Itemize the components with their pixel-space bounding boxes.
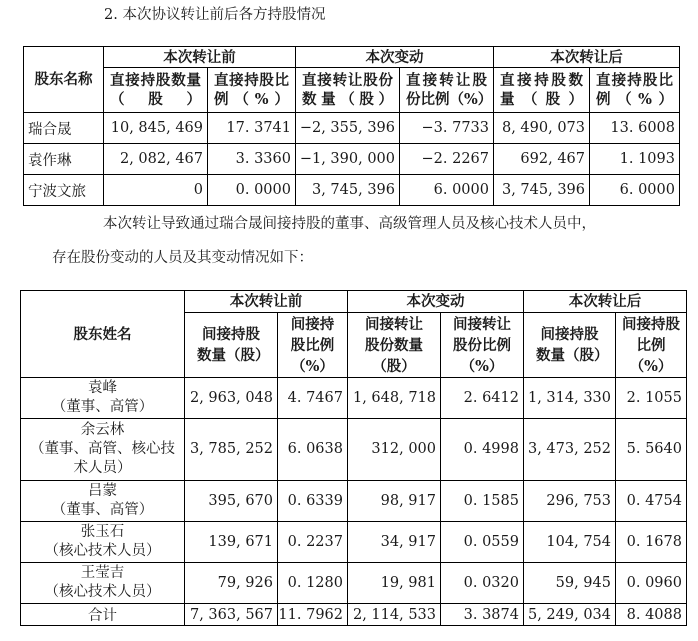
before-pct-header: 直接持股比例（%） <box>208 68 296 113</box>
change-qty: 3, 745, 396 <box>296 175 400 206</box>
table-row <box>24 144 680 175</box>
explanation-paragraph-line2: 存在股份变动的人员及其变动情况如下： <box>52 250 313 266</box>
change-qty: −1, 390, 000 <box>296 144 400 175</box>
person-name: 吕蒙 <box>88 483 117 499</box>
change-pct: 6. 0000 <box>400 175 494 206</box>
total-before-pct: 11. 7962 <box>278 604 348 626</box>
before-pct: 17. 3741 <box>208 113 296 144</box>
change-pct: −2. 2267 <box>400 144 494 175</box>
before-pct-header: 间接持股比例（%） <box>278 313 348 378</box>
table-row <box>21 481 687 522</box>
change-qty-header: 间接转让股份数量（股） <box>348 313 441 378</box>
after-pct: 0. 0960 <box>616 563 687 604</box>
after-pct: 2. 1055 <box>616 378 687 419</box>
section-title: 2. 本次协议转让前后各方持股情况 <box>104 7 326 23</box>
col-shareholder-header: 股东姓名 <box>21 291 185 378</box>
after-qty: 104, 754 <box>524 522 616 563</box>
person-cell <box>21 378 185 419</box>
after-pct: 6. 0000 <box>590 175 680 206</box>
explanation-paragraph-line1: 本次转让导致通过瑞合晟间接持股的董事、高级管理人员及核心技术人员中， <box>103 216 596 232</box>
before-qty: 139, 671 <box>185 522 278 563</box>
person-role: （董事、高管） <box>51 502 154 518</box>
person-cell <box>21 419 185 481</box>
before-qty: 10, 845, 469 <box>104 113 208 144</box>
total-change-qty: 2, 114, 533 <box>348 604 441 626</box>
table-row <box>24 113 680 144</box>
person-cell <box>21 522 185 563</box>
group-after-header: 本次转让后 <box>524 291 687 313</box>
change-pct-header: 直接转让股份比例（%） <box>400 68 494 113</box>
before-pct: 0. 2237 <box>278 522 348 563</box>
before-pct: 4. 7467 <box>278 378 348 419</box>
group-after-header: 本次转让后 <box>494 47 680 68</box>
change-pct: 0. 0320 <box>441 563 524 604</box>
table-row <box>21 563 687 604</box>
person-role: （董事、高管、核心技术人员） <box>30 441 175 476</box>
before-pct: 0. 0000 <box>208 175 296 206</box>
after-qty: 59, 945 <box>524 563 616 604</box>
after-qty: 3, 473, 252 <box>524 419 616 481</box>
table-row <box>21 378 687 419</box>
after-qty-header: 间接持股数量（股） <box>524 313 616 378</box>
total-label: 合计 <box>21 604 185 626</box>
person-cell <box>21 563 185 604</box>
table-row <box>24 175 680 206</box>
before-pct: 6. 0638 <box>278 419 348 481</box>
total-row <box>21 604 687 626</box>
before-qty: 79, 926 <box>185 563 278 604</box>
before-pct: 0. 6339 <box>278 481 348 522</box>
after-pct: 0. 1678 <box>616 522 687 563</box>
person-name: 袁峰 <box>88 380 117 396</box>
total-before-qty: 7, 363, 567 <box>185 604 278 626</box>
person-role: （核心技术人员） <box>44 584 161 600</box>
person-name: 张玉石 <box>80 524 125 540</box>
total-after-pct: 8. 4088 <box>616 604 687 626</box>
col-shareholder-header: 股东名称 <box>24 47 104 113</box>
after-qty-header: 直接持股数量（股） <box>494 68 590 113</box>
after-qty: 296, 753 <box>524 481 616 522</box>
change-pct: 2. 6412 <box>441 378 524 419</box>
after-qty: 8, 490, 073 <box>494 113 590 144</box>
before-qty: 395, 670 <box>185 481 278 522</box>
change-qty: 1, 648, 718 <box>348 378 441 419</box>
person-name: 余云林 <box>80 422 125 438</box>
shareholding-table <box>23 46 680 206</box>
change-pct: 0. 0559 <box>441 522 524 563</box>
before-qty: 0 <box>104 175 208 206</box>
group-before-header: 本次转让前 <box>104 47 296 68</box>
after-qty: 692, 467 <box>494 144 590 175</box>
group-before-header: 本次转让前 <box>185 291 348 313</box>
person-role: （董事、高管） <box>51 399 154 415</box>
before-qty: 2, 082, 467 <box>104 144 208 175</box>
change-pct: 0. 1585 <box>441 481 524 522</box>
before-qty: 3, 785, 252 <box>185 419 278 481</box>
person-role: （核心技术人员） <box>44 543 161 559</box>
after-pct: 5. 5640 <box>616 419 687 481</box>
change-qty-header: 直接转让股份数量（股） <box>296 68 400 113</box>
before-qty-header: 直接持股数量（股） <box>104 68 208 113</box>
person-cell <box>21 481 185 522</box>
before-qty: 2, 963, 048 <box>185 378 278 419</box>
change-qty: 98, 917 <box>348 481 441 522</box>
group-change-header: 本次变动 <box>348 291 524 313</box>
change-pct: −3. 7733 <box>400 113 494 144</box>
after-pct: 13. 6008 <box>590 113 680 144</box>
after-pct: 0. 4754 <box>616 481 687 522</box>
shareholder-name: 宁波文旅 <box>24 175 104 206</box>
change-pct-header: 间接转让股份比例（%） <box>441 313 524 378</box>
before-pct: 0. 1280 <box>278 563 348 604</box>
change-qty: 19, 981 <box>348 563 441 604</box>
after-qty: 3, 745, 396 <box>494 175 590 206</box>
change-qty: 34, 917 <box>348 522 441 563</box>
total-after-qty: 5, 249, 034 <box>524 604 616 626</box>
table-row <box>21 522 687 563</box>
after-qty: 1, 314, 330 <box>524 378 616 419</box>
change-qty: 312, 000 <box>348 419 441 481</box>
person-name: 王莹吉 <box>80 565 125 581</box>
before-qty-header: 间接持股数量（股） <box>185 313 278 378</box>
indirect-holding-table <box>20 290 687 626</box>
total-change-pct: 3. 3874 <box>441 604 524 626</box>
group-change-header: 本次变动 <box>296 47 494 68</box>
change-pct: 0. 4998 <box>441 419 524 481</box>
after-pct-header: 间接持股比例（%） <box>616 313 687 378</box>
after-pct-header: 直接持股比例（%） <box>590 68 680 113</box>
change-qty: −2, 355, 396 <box>296 113 400 144</box>
table-row <box>21 419 687 481</box>
after-pct: 1. 1093 <box>590 144 680 175</box>
shareholder-name: 瑞合晟 <box>24 113 104 144</box>
shareholder-name: 袁作琳 <box>24 144 104 175</box>
before-pct: 3. 3360 <box>208 144 296 175</box>
